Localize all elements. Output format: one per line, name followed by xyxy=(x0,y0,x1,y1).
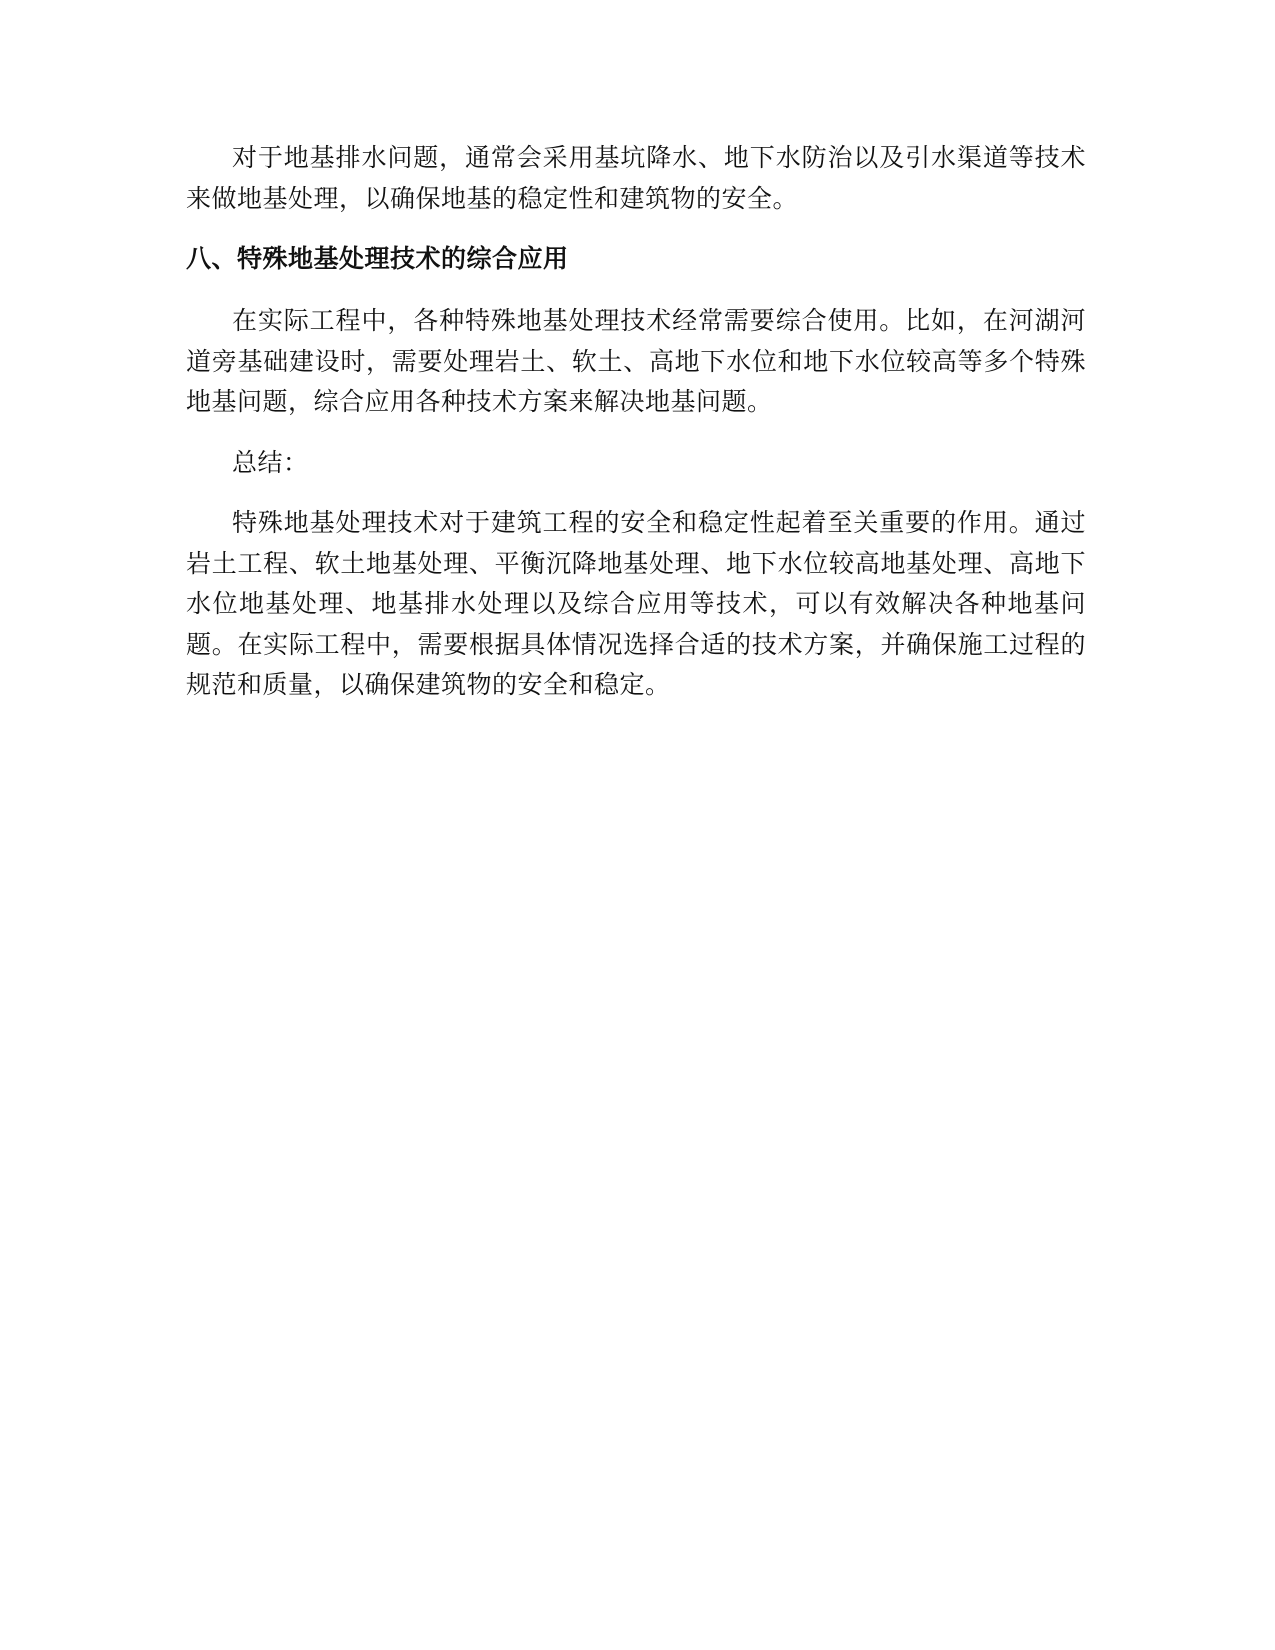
summary-label: 总结： xyxy=(232,447,309,477)
paragraph-combined-application: 在实际工程中，各种特殊地基处理技术经常需要综合使用。比如，在河湖河道旁基础建设时，需要处理岩土、软土、高地下水位和地下水位较高等多个特殊地基问题，综合应用各种技术方案来解决地基问题。 xyxy=(186,306,1086,416)
paragraph-drainage: 对于地基排水问题，通常会采用基坑降水、地下水防治以及引水渠道等技术来做地基处理，以确保地基的稳定性和建筑物的安全。 xyxy=(186,143,1086,213)
section-heading-8: 八、特殊地基处理技术的综合应用 xyxy=(186,244,569,273)
document-body xyxy=(186,138,1086,726)
paragraph-summary: 特殊地基处理技术对于建筑工程的安全和稳定性起着至关重要的作用。通过岩土工程、软土地基处理、平衡沉降地基处理、地下水位较高地基处理、高地下水位地基处理、地基排水处理以及综合应用等技术，可以有效解决各种地基问题。在实际工程中，需要根据具体情况选择合适的技术方案，并确保施工过程的规范和质量，以确保建筑物的安全和稳定。 xyxy=(186,508,1086,699)
